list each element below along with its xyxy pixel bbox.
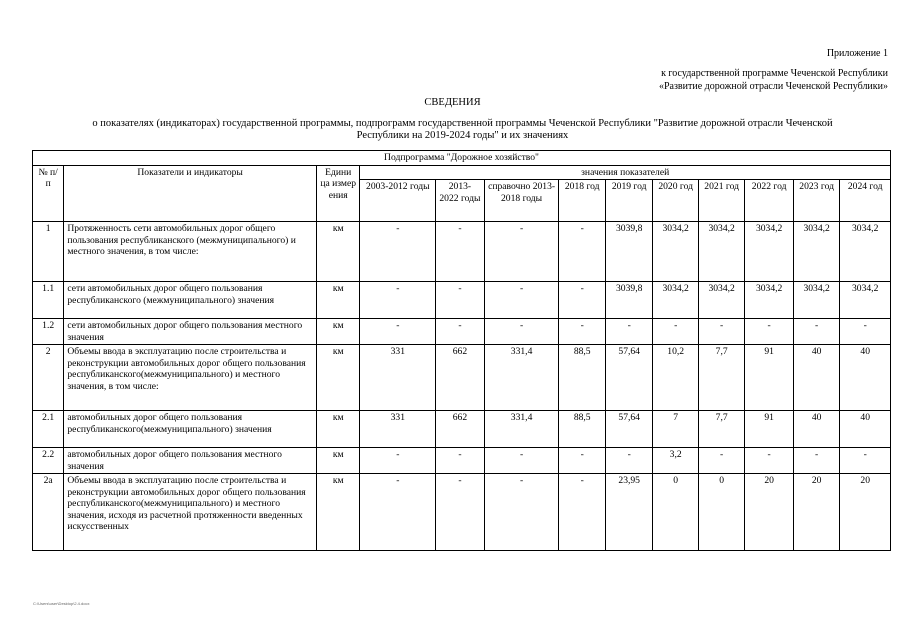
- row-number: 2.2: [33, 448, 64, 474]
- indicator-value: -: [559, 448, 605, 474]
- indicator-unit: км: [316, 345, 359, 411]
- subprogram-title: Подпрограмма "Дорожное хозяйство": [33, 151, 891, 166]
- indicator-value: 0: [653, 474, 698, 551]
- indicator-value: 88,5: [559, 345, 605, 411]
- indicator-value: 662: [436, 345, 485, 411]
- indicator-value: 3034,2: [745, 222, 794, 282]
- table-row: [33, 448, 891, 474]
- indicator-value: -: [484, 474, 559, 551]
- indicator-value: -: [436, 282, 485, 319]
- indicator-value: 57,64: [605, 345, 652, 411]
- indicator-value: 331: [360, 411, 436, 448]
- document-title: СВЕДЕНИЯ: [424, 97, 481, 108]
- document-subtitle-line-1: о показателях (индикаторах) государственной программы, подпрограмм государственной программы Чеченской Республики "Развитие дорожной отрасли Чеченской: [92, 118, 833, 129]
- indicator-value: 331: [360, 345, 436, 411]
- indicator-value: 10,2: [653, 345, 698, 411]
- indicator-value: -: [436, 474, 485, 551]
- indicator-value: 20: [745, 474, 794, 551]
- indicator-value: -: [698, 319, 744, 345]
- indicator-value: -: [484, 448, 559, 474]
- header-num: № п/п: [33, 165, 64, 222]
- indicator-value: -: [793, 448, 839, 474]
- table-row: [33, 319, 891, 345]
- indicator-value: -: [360, 474, 436, 551]
- indicator-value: 7: [653, 411, 698, 448]
- table-row: [33, 222, 891, 282]
- indicator-value: -: [484, 222, 559, 282]
- indicator-value: -: [745, 319, 794, 345]
- indicator-value: -: [653, 319, 698, 345]
- header-year: 2021 год: [698, 180, 744, 222]
- table-row: [33, 474, 891, 551]
- indicator-value: 3034,2: [698, 222, 744, 282]
- indicator-value: 3034,2: [840, 282, 891, 319]
- indicator-value: 3034,2: [840, 222, 891, 282]
- indicator-value: 23,95: [605, 474, 652, 551]
- header-year: 2003-2012 годы: [360, 180, 436, 222]
- indicator-value: 91: [745, 345, 794, 411]
- indicator-value: 40: [793, 345, 839, 411]
- header-unit: Едини ца измер ения: [316, 165, 359, 222]
- document-subtitle-line-2: Республики на 2019-2024 годы" и их значениях: [356, 130, 569, 141]
- indicator-value: 20: [793, 474, 839, 551]
- header-year: справочно 2013-2018 годы: [484, 180, 559, 222]
- indicator-value: 20: [840, 474, 891, 551]
- indicator-value: 40: [793, 411, 839, 448]
- indicator-value: -: [559, 222, 605, 282]
- indicator-value: -: [559, 319, 605, 345]
- indicator-value: -: [559, 282, 605, 319]
- indicator-name: автомобильных дорог общего пользования республиканского(межмуниципального) значения: [64, 411, 317, 448]
- indicator-value: -: [605, 319, 652, 345]
- indicator-value: -: [698, 448, 744, 474]
- indicators-table: [32, 150, 891, 551]
- indicator-value: 88,5: [559, 411, 605, 448]
- indicator-value: -: [436, 222, 485, 282]
- indicator-name: автомобильных дорог общего пользования местного значения: [64, 448, 317, 474]
- header-year: 2022 год: [745, 180, 794, 222]
- indicator-value: 40: [840, 345, 891, 411]
- row-number: 2: [33, 345, 64, 411]
- table-row: [33, 345, 891, 411]
- header-values-group: значения показателей: [360, 165, 891, 180]
- header-year: 2023 год: [793, 180, 839, 222]
- indicator-value: 7,7: [698, 411, 744, 448]
- indicator-value: -: [484, 319, 559, 345]
- footer-file-path: C:\Users\user\Desktop\2.4.docx: [33, 601, 90, 606]
- appendix-line-1: Приложение 1: [826, 48, 888, 59]
- indicator-value: 91: [745, 411, 794, 448]
- indicator-value: 3039,8: [605, 282, 652, 319]
- indicator-name: Объемы ввода в эксплуатацию после строительства и реконструкции автомобильных дорог общего пользования республиканского(межмуниципального) и местного значения, исходя из расчетной протяженности введенных искусственных: [64, 474, 317, 551]
- header-name: Показатели и индикаторы: [64, 165, 317, 222]
- indicator-value: 331,4: [484, 345, 559, 411]
- indicator-unit: км: [316, 474, 359, 551]
- row-number: 1: [33, 222, 64, 282]
- indicator-unit: км: [316, 282, 359, 319]
- indicator-value: 331,4: [484, 411, 559, 448]
- indicator-value: -: [360, 282, 436, 319]
- indicator-value: 3034,2: [698, 282, 744, 319]
- indicator-name: сети автомобильных дорог общего пользования местного значения: [64, 319, 317, 345]
- indicator-value: 3034,2: [793, 282, 839, 319]
- indicator-value: -: [436, 448, 485, 474]
- subprogram-row: [33, 151, 891, 166]
- indicator-value: 662: [436, 411, 485, 448]
- row-number: 1.2: [33, 319, 64, 345]
- indicator-name: сети автомобильных дорог общего пользования республиканского (межмуниципального) значения: [64, 282, 317, 319]
- indicator-unit: км: [316, 448, 359, 474]
- header-year: 2019 год: [605, 180, 652, 222]
- header-year: 2024 год: [840, 180, 891, 222]
- appendix-line-2: к государственной программе Чеченской Республики: [661, 68, 888, 79]
- indicator-value: -: [745, 448, 794, 474]
- indicator-unit: км: [316, 222, 359, 282]
- indicator-value: -: [840, 319, 891, 345]
- header-row-1: [33, 165, 891, 180]
- indicator-name: Протяженность сети автомобильных дорог общего пользования республиканского (межмуниципального) и местного значения, в том числе:: [64, 222, 317, 282]
- indicator-value: -: [559, 474, 605, 551]
- indicator-value: -: [793, 319, 839, 345]
- indicator-value: 3034,2: [745, 282, 794, 319]
- indicator-unit: км: [316, 411, 359, 448]
- indicator-value: 3034,2: [653, 222, 698, 282]
- table-row: [33, 282, 891, 319]
- indicator-value: 0: [698, 474, 744, 551]
- indicator-value: -: [360, 222, 436, 282]
- indicator-value: 3034,2: [793, 222, 839, 282]
- indicator-value: -: [840, 448, 891, 474]
- table-row: [33, 411, 891, 448]
- indicator-value: 3034,2: [653, 282, 698, 319]
- indicator-value: 57,64: [605, 411, 652, 448]
- indicator-value: 3039,8: [605, 222, 652, 282]
- indicator-value: -: [484, 282, 559, 319]
- indicator-value: -: [436, 319, 485, 345]
- header-year: 2018 год: [559, 180, 605, 222]
- row-number: 2.1: [33, 411, 64, 448]
- appendix-line-3: «Развитие дорожной отрасли Чеченской Республики»: [658, 81, 888, 92]
- indicator-value: 7,7: [698, 345, 744, 411]
- indicator-value: 40: [840, 411, 891, 448]
- indicator-unit: км: [316, 319, 359, 345]
- indicator-name: Объемы ввода в эксплуатацию после строительства и реконструкции автомобильных дорог общего пользования республиканского(межмуниципального) и местного значения, в том числе:: [64, 345, 317, 411]
- indicator-value: -: [605, 448, 652, 474]
- indicator-value: 3,2: [653, 448, 698, 474]
- row-number: 1.1: [33, 282, 64, 319]
- header-year: 2020 год: [653, 180, 698, 222]
- indicator-value: -: [360, 448, 436, 474]
- header-year: 2013-2022 годы: [436, 180, 485, 222]
- indicator-value: -: [360, 319, 436, 345]
- row-number: 2а: [33, 474, 64, 551]
